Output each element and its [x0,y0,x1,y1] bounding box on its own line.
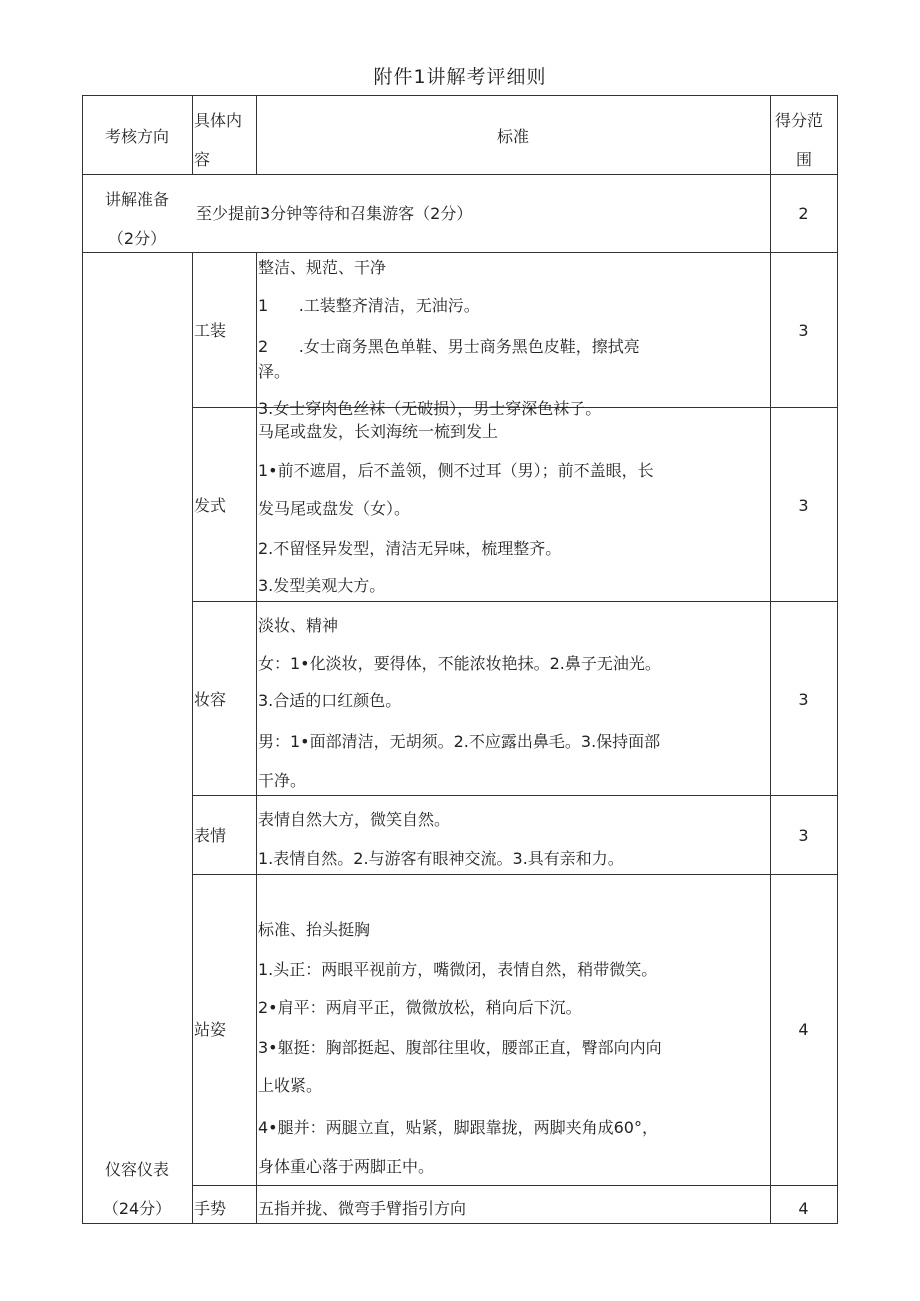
hair-score: 3 [798,496,809,515]
expression-line: 1.表情自然。2.与游客有眼神交流。3.具有亲和力。 [258,849,624,868]
prep-direction-line2: （2分） [107,229,167,248]
posture-line: 身体重心落于两脚正中。 [258,1157,435,1176]
posture-line: 标准、抬头挺胸 [258,920,371,939]
posture-line: 1.头正：两眼平视前方，嘴微闭，表情自然，稍带微笑。 [258,960,658,979]
header-item-line1: 具体内 [194,111,243,130]
uniform-line: 泽。 [258,362,291,381]
header-standard: 标准 [496,127,529,146]
prep-direction-line1: 讲解准备 [104,190,169,209]
prep-standard: 至少提前3分钟等待和召集游客（2分） [196,204,473,223]
uniform-line: 3.女士穿肉色丝袜（无破损），男士穿深色袜子。 [258,399,602,418]
posture-item: 站姿 [194,1020,227,1039]
uniform-line: 整洁、规范、干净 [258,258,387,277]
makeup-item: 妆容 [194,690,227,709]
makeup-score: 3 [798,690,809,709]
uniform-standard [257,253,769,418]
uniform-item: 工装 [194,321,227,340]
hair-line: 马尾或盘发，长刘海统一梳到发上 [258,422,499,441]
posture-line: 4•腿并：两腿立直，贴紧，脚跟靠拢，两脚夹角成60°， [258,1118,658,1137]
makeup-line: 干净。 [258,771,307,790]
gesture-line: 五指并拢、微弯手臂指引方向 [258,1199,467,1218]
posture-line: 上收紧。 [258,1076,323,1095]
hair-item: 发式 [194,496,227,515]
appearance-direction-line1: 仪容仪表 [104,1160,169,1179]
appearance-direction-line2: （24分） [102,1199,172,1218]
gesture-item: 手势 [194,1199,227,1218]
posture-line: 3•躯挺：胸部挺起、腹部往里收，腰部正直，臀部向内向 [258,1038,662,1057]
document-title: 附件1讲解考评细则 [373,66,547,88]
uniform-line: 1 .工装整齐清洁，无油污。 [258,296,480,315]
header-item-line2: 容 [194,150,211,169]
header-score-line1: 得分范 [775,111,824,130]
gesture-score: 4 [798,1199,809,1218]
header-direction: 考核方向 [104,127,169,146]
hair-line: 1•前不遮眉，后不盖领，侧不过耳（男）；前不盖眼，长 [258,461,654,480]
posture-line: 2•肩平：两肩平正，微微放松，稍向后下沉。 [258,998,582,1017]
hair-line: 3.发型美观大方。 [258,576,386,595]
posture-score: 4 [798,1020,809,1039]
header-score-line2: 围 [796,150,813,169]
uniform-line: 2 .女士商务黑色单鞋、男士商务黑色皮鞋，擦拭亮 [258,337,640,356]
makeup-line: 3.合适的口红颜色。 [258,691,402,710]
expression-item: 表情 [194,826,227,845]
hair-line: 2.不留怪异发型，清洁无异味，梳理整齐。 [258,539,562,558]
makeup-line: 淡妆、精神 [258,616,339,635]
expression-score: 3 [798,826,809,845]
makeup-line: 男：1•面部清洁，无胡须。2.不应露出鼻毛。3.保持面部 [258,732,661,751]
makeup-line: 女：1•化淡妆，要得体，不能浓妆艳抹。2.鼻子无油光。 [258,654,661,673]
expression-line: 表情自然大方，微笑自然。 [258,810,451,829]
hair-line: 发马尾或盘发（女）。 [258,499,411,518]
uniform-score: 3 [798,321,809,340]
prep-score: 2 [798,204,809,223]
